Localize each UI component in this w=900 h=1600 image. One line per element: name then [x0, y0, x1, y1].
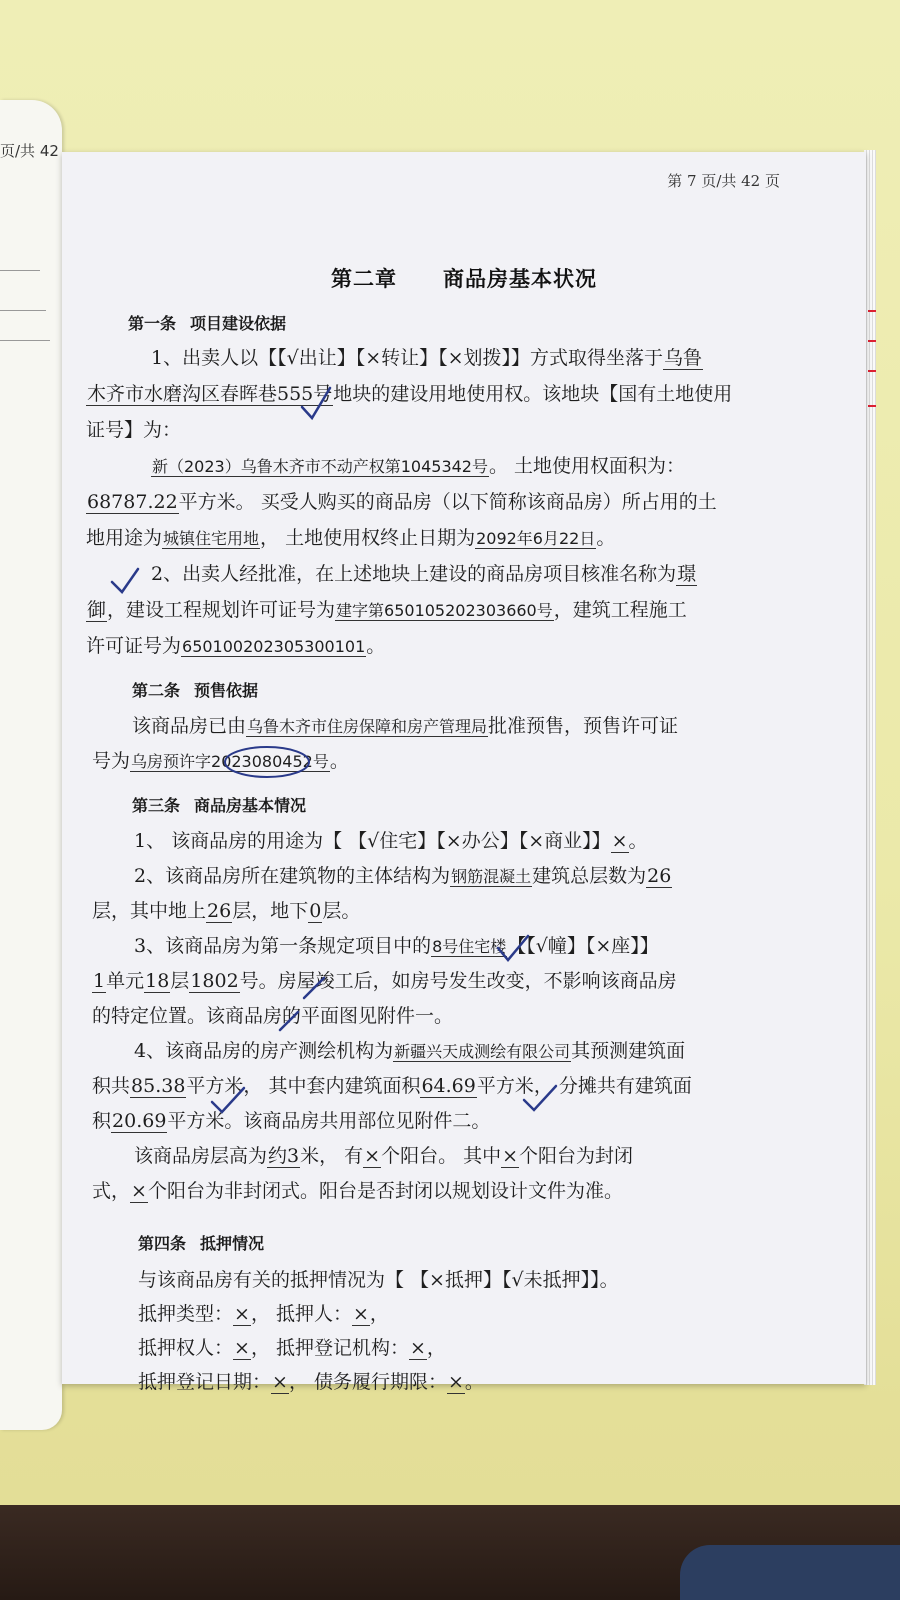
chapter-number: 第二章 [331, 266, 397, 291]
heading-number: 第四条 [138, 1234, 187, 1253]
heading-title: 商品房基本情况 [194, 796, 307, 815]
article-2-line-1: 该商品房已由乌鲁木齐市住房保障和房产管理局批准预售，预售许可证 [132, 715, 679, 737]
filled-field: × [352, 1303, 369, 1325]
previous-page-edge [0, 100, 62, 1430]
filled-field: 新（2023）乌鲁木齐市不动产权第1045342号 [152, 457, 488, 476]
filled-field: 20.69 [112, 1110, 167, 1132]
heading-title: 抵押情况 [200, 1234, 265, 1253]
filled-field: 建字第650105202303660号 [336, 601, 553, 620]
heading-title: 项目建设依据 [190, 314, 287, 333]
article-4-line-2: 抵押类型：×， 抵押人：×， [138, 1303, 389, 1325]
previous-page-rule [0, 270, 40, 271]
article-1-line-9: 许可证号为650100202305300101。 [86, 635, 386, 657]
filled-field: × [447, 1371, 464, 1393]
filled-field: 0 [309, 900, 322, 922]
filled-field: 2092年6月22日 [476, 529, 596, 548]
article-1-heading [128, 312, 286, 336]
filled-field: 璟 [677, 563, 697, 585]
article-1-line-8: 御，建设工程规划许可证号为建字第650105202303660号，建筑工程施工 [87, 599, 687, 621]
filled-field: 新疆兴天成测绘有限公司 [394, 1042, 571, 1061]
filled-field: 64.69 [421, 1075, 476, 1097]
filled-field: × [234, 1337, 250, 1359]
filled-field: 1802 [190, 970, 239, 992]
article-3-heading [132, 794, 306, 818]
contract-page [62, 152, 866, 1393]
filled-field: 85.38 [131, 1075, 186, 1097]
filled-field: 乌鲁 [664, 347, 703, 369]
filled-field: 钢筋混凝土 [451, 867, 532, 886]
filled-field: 68787.22 [87, 491, 178, 513]
heading-number: 第一条 [128, 314, 177, 333]
article-3-line-5: 1单元18层1802号。房屋竣工后，如房号发生改变，不影响该商品房 [93, 970, 677, 992]
filled-field: × [234, 1303, 250, 1325]
article-4-heading [138, 1232, 264, 1256]
filled-field: 木齐市水磨沟区春晖巷555号 [87, 383, 333, 405]
background-object [680, 1545, 900, 1600]
article-1-line-5: 68787.22平方米。 买受人购买的商品房（以下简称该商品房）所占用的土 [87, 491, 717, 513]
filled-field: 御 [87, 599, 107, 621]
article-1-line-7: 2、出卖人经批准，在上述地块上建设的商品房项目核准名称为璟 [151, 563, 697, 585]
article-1-line-4: 新（2023）乌鲁木齐市不动产权第1045342号。 土地使用权面积为： [152, 455, 686, 477]
previous-page-number: 页/共 42 [0, 142, 59, 160]
article-3-line-8: 积共85.38平方米， 其中套内建筑面积64.69平方米， 分摊共有建筑面 [92, 1075, 692, 1097]
article-3-line-3: 层，其中地上26层，地下0层。 [92, 900, 361, 922]
article-1-line-2: 木齐市水磨沟区春晖巷555号地块的建设用地使用权。该地块【国有土地使用 [87, 383, 733, 405]
page-number: 第 7 页/共 42 页 [667, 172, 780, 190]
article-1-line-6: 地用途为城镇住宅用地， 土地使用权终止日期为2092年6月22日。 [86, 527, 616, 549]
filled-field: × [364, 1145, 381, 1167]
previous-page-rule [0, 310, 46, 311]
article-1-line-1: 1、出卖人以【【√出让】【×转让】【×划拨】】方式取得坐落于乌鲁 [151, 347, 703, 369]
filled-field: × [272, 1371, 288, 1393]
article-3-line-1: 1、 该商品房的用途为【 【√住宅】【×办公】【×商业】】×。 [134, 830, 648, 852]
article-3-line-2: 2、该商品房所在建筑物的主体结构为钢筋混凝土建筑总层数为26 [134, 865, 672, 887]
previous-page-rule [0, 340, 50, 341]
article-3-line-4: 3、该商品房为第一条规定项目中的8号住宅楼【【√幢】【×座】】 [134, 935, 659, 957]
filled-field: × [131, 1180, 147, 1202]
filled-field: 约3 [268, 1145, 300, 1167]
article-3-line-11: 式，×个阳台为非封闭式。阳台是否封闭以规划设计文件为准。 [92, 1180, 623, 1202]
article-1-line-3: 证号】为： [86, 419, 182, 441]
filled-field: 乌房预许字2023080452号 [131, 752, 329, 771]
filled-field: 18 [145, 970, 170, 992]
heading-number: 第二条 [132, 681, 181, 700]
filled-field: 8号住宅楼 [432, 937, 507, 956]
article-3-line-7: 4、该商品房的房产测绘机构为新疆兴天成测绘有限公司其预测建筑面 [134, 1040, 686, 1062]
chapter-name: 商品房基本状况 [443, 266, 597, 291]
article-3-line-10: 该商品房层高为约3米， 有×个阳台。 其中×个阳台为封闭 [134, 1145, 634, 1167]
heading-title: 预售依据 [194, 681, 259, 700]
filled-field: 650100202305300101 [182, 637, 366, 656]
article-3-line-9: 积20.69平方米。该商品房共用部位见附件二。 [92, 1110, 491, 1132]
filled-field: × [502, 1145, 519, 1167]
chapter-title [62, 263, 866, 293]
article-2-line-2: 号为乌房预许字2023080452号。 [92, 750, 349, 772]
filled-field: 26 [647, 865, 672, 887]
handwritten-check [112, 569, 138, 592]
article-3-line-6: 的特定位置。该商品房的平面图见附件一。 [92, 1005, 454, 1027]
filled-field: 乌鲁木齐市住房保障和房产管理局 [247, 717, 488, 736]
heading-number: 第三条 [132, 796, 181, 815]
article-4-line-4: 抵押登记日期：×， 债务履行期限：×。 [138, 1371, 484, 1393]
filled-field: 26 [207, 900, 232, 922]
filled-field: × [409, 1337, 426, 1359]
article-2-heading [132, 679, 258, 703]
filled-field: 1 [93, 970, 106, 992]
article-4-line-1: 与该商品房有关的抵押情况为【 【×抵押】【√未抵押】】。 [138, 1269, 619, 1291]
filled-field: 城镇住宅用地 [163, 529, 260, 548]
filled-field: × [611, 830, 628, 852]
article-4-line-3: 抵押权人：×， 抵押登记机构：×， [138, 1337, 446, 1359]
red-tab-marks [868, 310, 878, 420]
